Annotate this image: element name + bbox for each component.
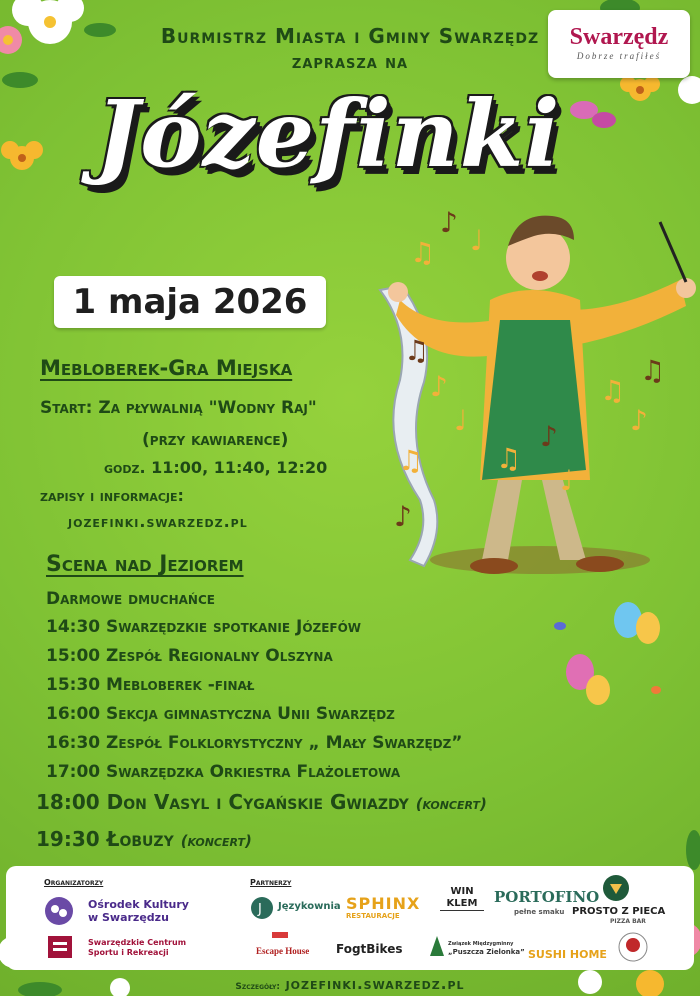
schedule-label: Swarzędzka Orkiestra Flażoletowa xyxy=(106,762,401,782)
partner-prosto: PROSTO Z PIECA xyxy=(572,906,666,917)
sponsors-panel xyxy=(6,866,694,970)
svg-text:♫: ♫ xyxy=(404,334,430,367)
organizer-osrodek xyxy=(88,898,189,924)
partner-portofino-sub: pełne smaku xyxy=(514,908,565,916)
schedule-time: 14:30 xyxy=(46,617,101,637)
svg-text:♩: ♩ xyxy=(470,224,484,257)
schedule-time: 16:00 xyxy=(46,704,101,724)
schedule-time: 15:00 xyxy=(46,646,101,666)
organizers-label: Organizatorzy xyxy=(44,878,104,887)
game-start: Start: Za pływalnią "Wodny Raj" xyxy=(40,398,317,418)
organizer2-line2: Sportu i Rekreacji xyxy=(88,948,169,957)
svg-text:♪: ♪ xyxy=(630,404,648,437)
partner-jezykownia: Językownia xyxy=(278,901,341,912)
svg-text:♪: ♪ xyxy=(430,370,448,403)
puszcza-zielonka-logo-icon xyxy=(430,936,444,958)
schedule-label: Mebloberek -finał xyxy=(106,675,255,695)
schedule-label: Łobuzy xyxy=(106,827,174,851)
svg-text:♪: ♪ xyxy=(394,500,412,533)
schedule-item xyxy=(46,733,462,753)
schedule-item xyxy=(46,762,400,782)
puszcza-line2: „Puszcza Zielonka” xyxy=(448,948,525,956)
partners-label: Partnerzy xyxy=(250,878,292,887)
partner-winklem: WIN KLEM xyxy=(440,886,484,911)
game-signup-label: zapisy i informacje: xyxy=(40,486,184,505)
game-hours: godz. 11:00, 11:40, 12:20 xyxy=(104,458,328,477)
svg-text:J: J xyxy=(258,902,262,917)
footer-label: Szczegóły: xyxy=(235,982,280,992)
schedule-label: Zespół Folklorystyczny „ Mały Swarzędz” xyxy=(106,733,463,753)
schedule-label: Don Vasyl i Cygańskie Gwiazdy xyxy=(106,790,409,814)
organizer2-line1: Swarzędzkie Centrum xyxy=(88,938,187,947)
header-organizer: Burmistrz Miasta i Gminy Swarzędz xyxy=(160,24,540,48)
logo-tagline: Dobrze trafiłeś xyxy=(576,51,662,61)
header-invite: zaprasza na xyxy=(291,52,409,73)
schedule-label: Sekcja gimnastyczna Unii Swarzędz xyxy=(106,704,395,724)
schedule-note: (koncert) xyxy=(180,832,252,850)
swarzedz-logo xyxy=(548,10,690,78)
event-title: Józefinki xyxy=(95,80,561,188)
schedule-label: Zespół Regionalny Olszyna xyxy=(106,646,333,666)
svg-text:♫: ♫ xyxy=(496,442,522,475)
prosto-z-pieca-logo-icon xyxy=(602,874,630,902)
flower-left-icon xyxy=(1,141,43,170)
game-place: (przy kawiarence) xyxy=(142,430,289,450)
game-signup-url: jozefinki.swarzedz.pl xyxy=(68,512,248,531)
partner-sushi-home: SUSHI HOME xyxy=(528,948,607,961)
game-title: Mebloberek-Gra Miejska xyxy=(40,356,293,380)
partner-portofino: PORTOFINO xyxy=(494,888,600,906)
jezykownia-logo-icon xyxy=(250,896,274,920)
schedule-item xyxy=(36,790,487,814)
partner-fogtbikes: FogtBikes xyxy=(336,942,403,956)
svg-text:♫: ♫ xyxy=(640,354,666,387)
organizer1-line1: Ośrodek Kultury xyxy=(88,898,189,911)
footer xyxy=(0,974,700,993)
partner-escape-house: Escape House xyxy=(256,946,310,956)
organizer-scsir xyxy=(88,938,186,958)
osrodek-kultury-logo-icon xyxy=(44,896,74,926)
schedule-time: 15:30 xyxy=(46,675,101,695)
partner-prosto-sub: PIZZA BAR xyxy=(610,918,646,925)
schedule-item xyxy=(46,675,254,695)
schedule-item xyxy=(36,827,252,851)
svg-text:♪: ♪ xyxy=(540,420,558,453)
svg-text:♫: ♫ xyxy=(600,374,626,407)
schedule-time: 16:30 xyxy=(46,733,101,753)
footer-url: jozefinki.swarzedz.pl xyxy=(285,975,465,993)
organizer1-line2: w Swarzędzu xyxy=(88,911,169,924)
escape-house-logo-icon xyxy=(270,930,290,940)
svg-text:♫: ♫ xyxy=(398,444,424,477)
stage-intro: Darmowe dmuchańce xyxy=(46,589,215,609)
schedule-time: 19:30 xyxy=(36,827,100,851)
partner-puszcza xyxy=(448,940,525,956)
schedule-note: (koncert) xyxy=(415,795,487,813)
schedule-time: 18:00 xyxy=(36,790,100,814)
svg-text:♩: ♩ xyxy=(454,404,468,437)
svg-text:♪: ♪ xyxy=(440,206,458,239)
schedule-time: 17:00 xyxy=(46,762,101,782)
butterfly-right-icon xyxy=(554,602,661,705)
stage-title: Scena nad Jeziorem xyxy=(46,552,244,577)
svg-text:♫: ♫ xyxy=(410,236,436,269)
schedule-label: Swarzędzkie spotkanie Józefów xyxy=(106,617,362,637)
logo-name: Swarzędz xyxy=(569,24,669,50)
schedule-item xyxy=(46,646,333,666)
scsir-logo-icon xyxy=(48,936,72,958)
puszcza-line1: Związek Międzygminny xyxy=(448,941,514,947)
partner-sphinx-sub: RESTAURACJE xyxy=(346,912,400,920)
event-date: 1 maja 2026 xyxy=(54,276,326,328)
partner-badge-logo-icon xyxy=(618,932,648,962)
conductor-illustration-icon xyxy=(380,216,696,574)
svg-text:♩: ♩ xyxy=(560,464,574,497)
partner-sphinx: SPHINX xyxy=(346,894,421,913)
schedule-item xyxy=(46,617,361,637)
schedule-item xyxy=(46,704,395,724)
